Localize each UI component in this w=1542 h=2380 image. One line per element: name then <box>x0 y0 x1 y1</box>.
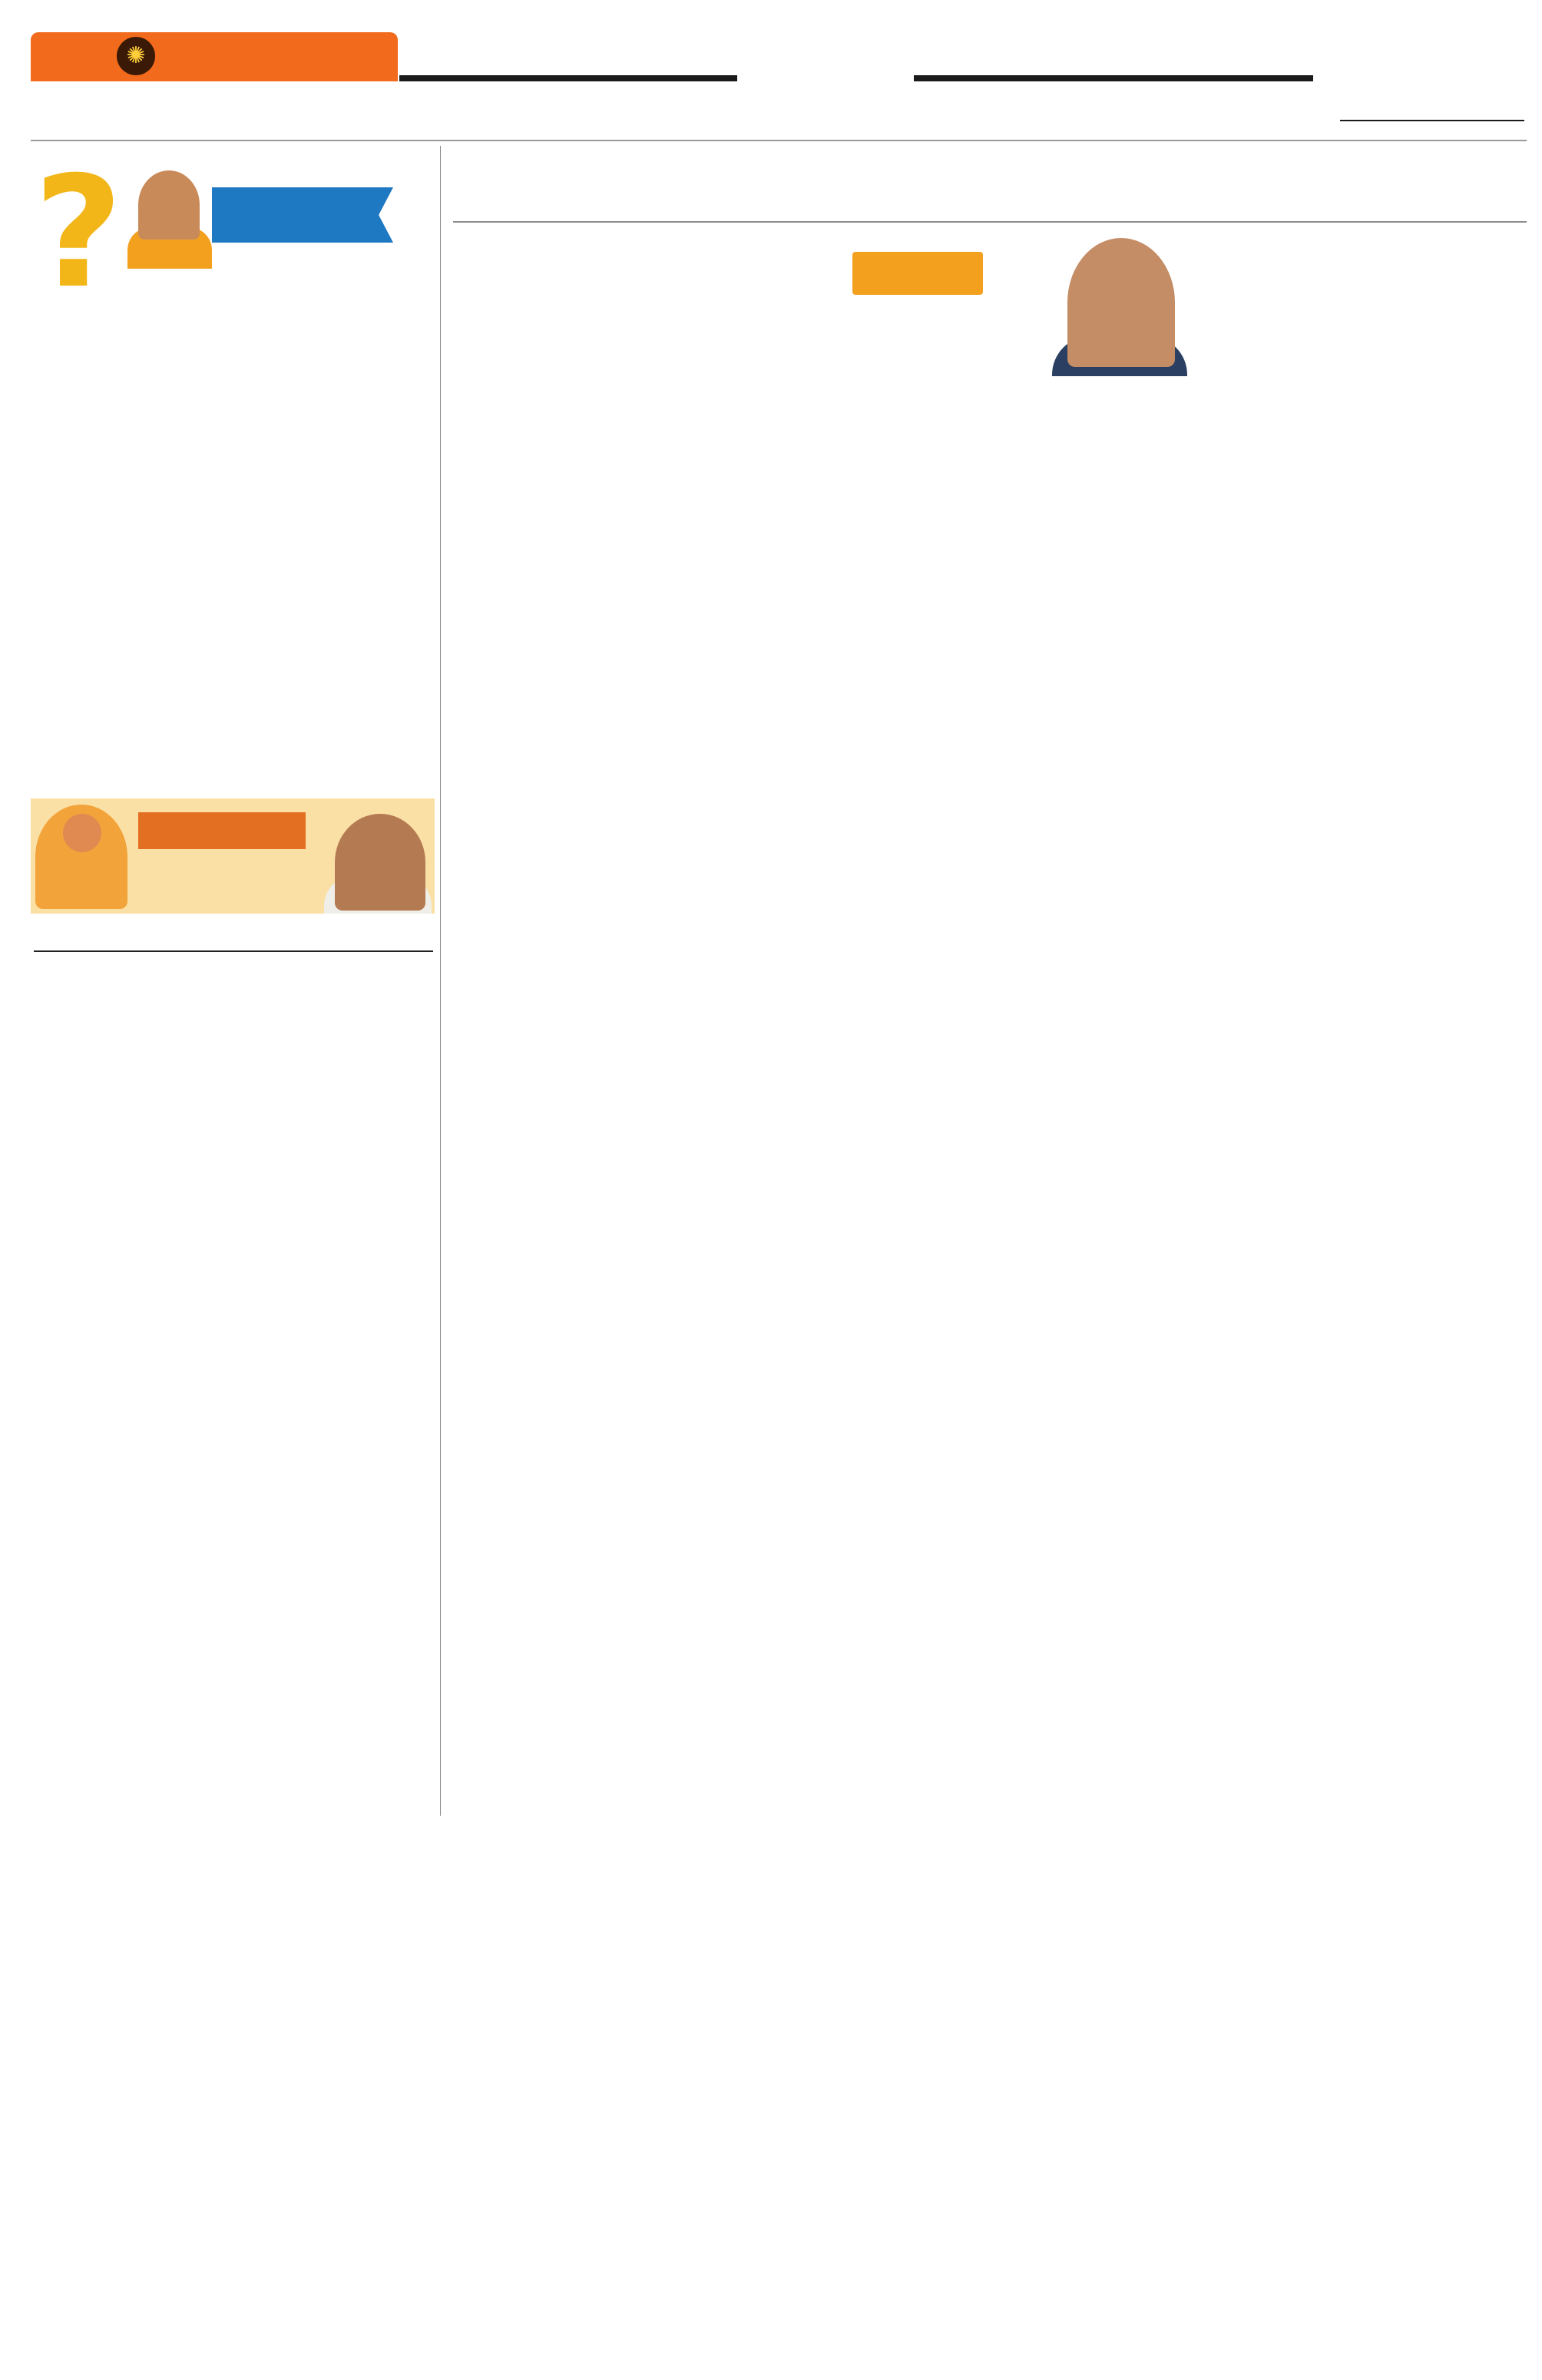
masthead-divider <box>31 140 1527 141</box>
vyasa-column-header <box>31 798 435 914</box>
columnist-box <box>837 238 1184 376</box>
qa-column <box>31 146 435 791</box>
column-divider <box>440 146 441 1816</box>
section-rule-right <box>914 75 1313 81</box>
headline-rule <box>453 221 1527 223</box>
author-photo <box>138 170 200 240</box>
headline-rule <box>34 950 433 952</box>
qa-ribbon <box>212 187 393 243</box>
lamp-icon: ✺ <box>117 37 155 75</box>
lead-body-column <box>458 321 822 1089</box>
author-photo <box>335 814 425 911</box>
dateline-rule <box>1340 120 1524 121</box>
logo-subline <box>86 78 378 123</box>
qa-banner <box>31 144 435 322</box>
section-rule-left <box>399 75 737 81</box>
logo-banner <box>31 32 398 81</box>
brand-logo[interactable] <box>31 32 398 123</box>
vyasa-body <box>34 960 433 1835</box>
dateline <box>1340 48 1524 54</box>
masthead <box>0 0 1542 140</box>
column-title-bg <box>138 812 306 849</box>
column-label-bg <box>852 252 983 295</box>
question-mark-icon: ? <box>34 144 124 322</box>
columnist-photo <box>1067 238 1175 367</box>
sage-face <box>63 814 101 852</box>
